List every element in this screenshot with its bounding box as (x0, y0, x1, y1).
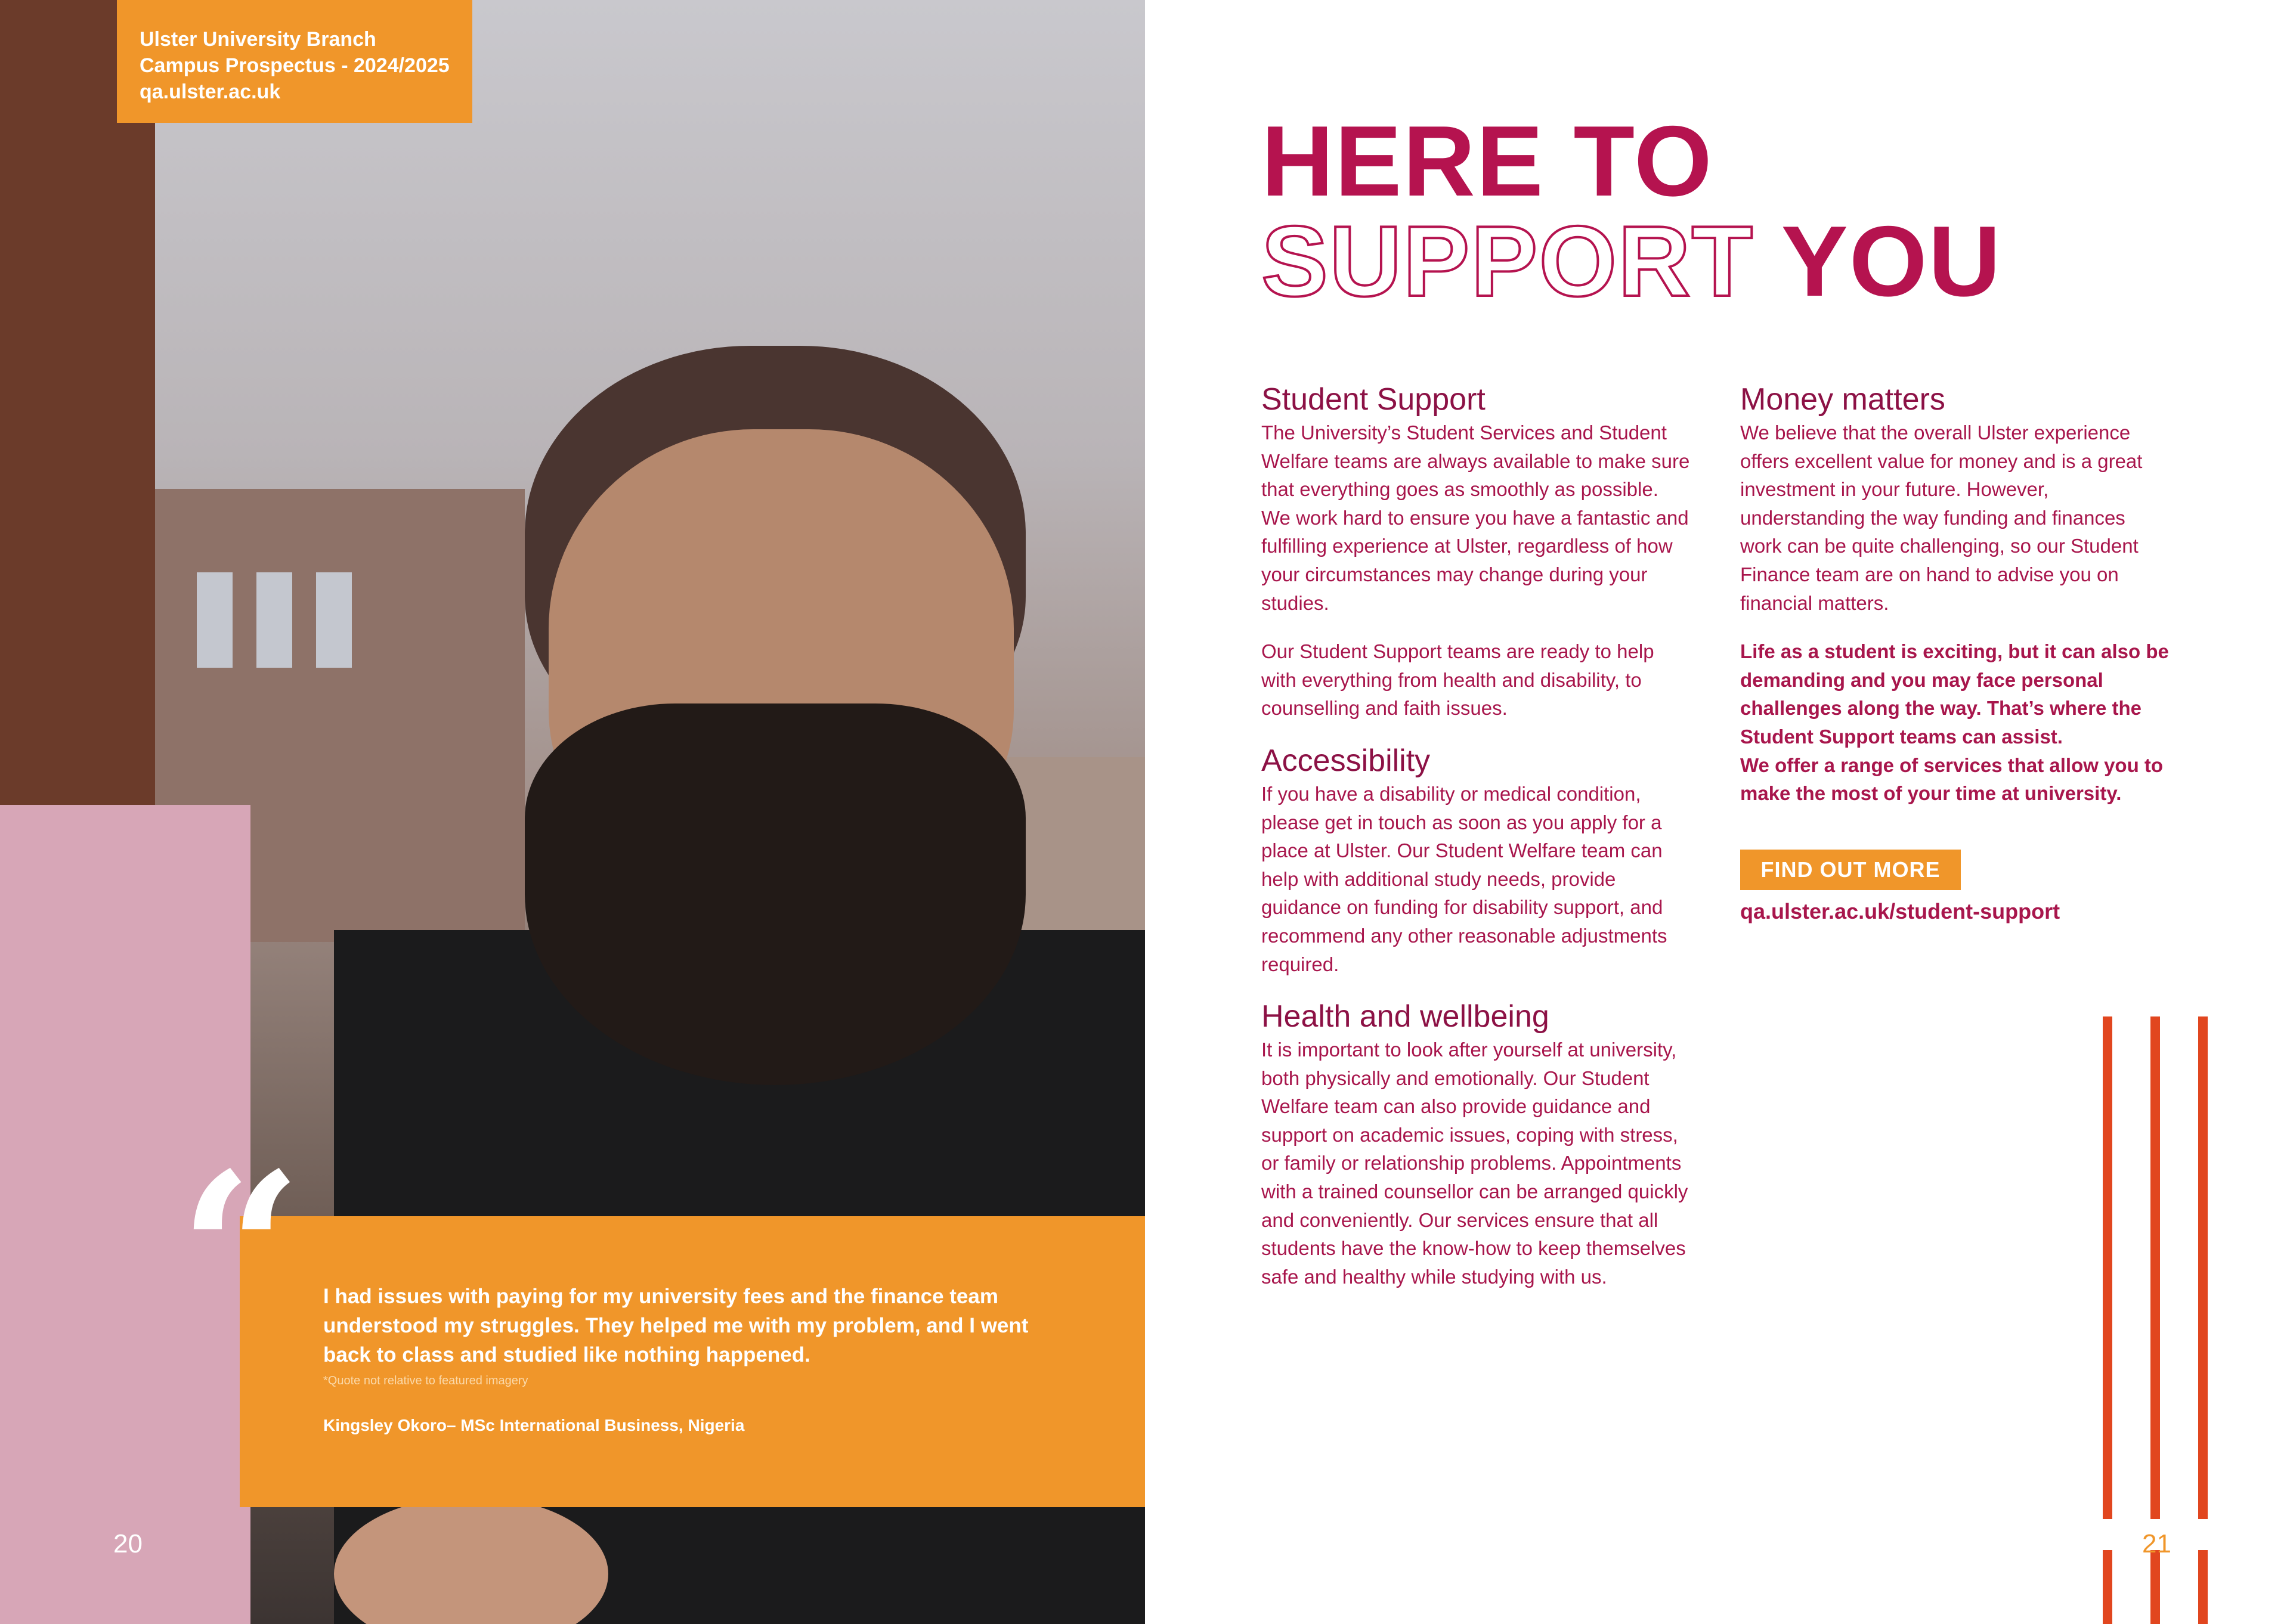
header-line-branch: Ulster University Branch (140, 28, 376, 51)
headline-solid-word: YOU (1781, 205, 2002, 317)
money-matters-heading: Money matters (1740, 382, 1945, 417)
right-text-column (1740, 382, 2170, 808)
health-wellbeing-heading: Health and wellbeing (1261, 999, 1549, 1034)
decorative-stripe (2150, 1016, 2160, 1519)
right-page (1145, 0, 2290, 1624)
money-matters-paragraph-3: We offer a range of services that allow you to make the most of your time at university. (1740, 754, 2164, 805)
health-wellbeing-paragraph: It is important to look after yourself at university, both physically and emotionally. Our Student Welfare team can also provide guidance and support on academic issues, coping with stress, or family or relationship problems. Appointments with a trained counsellor can be arranged quickly and conveniently. Our services ensure that all students have the know-how to keep themselves safe and healthy while studying with us. (1261, 1039, 1688, 1288)
student-support-heading: Student Support (1261, 382, 1486, 417)
building-window (316, 572, 352, 668)
headline-outline-word: SUPPORT (1261, 205, 1754, 317)
decorative-stripe (2198, 1550, 2208, 1624)
headline-line-1: HERE TO (1261, 105, 1713, 217)
headline-line-2 (1261, 207, 2002, 315)
header-line-prospectus: Campus Prospectus - 2024/2025 (140, 54, 450, 77)
accessibility-heading: Accessibility (1261, 743, 1431, 778)
left-text-column (1261, 382, 1691, 1311)
find-out-more-button[interactable]: FIND OUT MORE (1740, 850, 1961, 890)
header-line-website: qa.ulster.ac.uk (140, 80, 281, 103)
prospectus-header-box (117, 0, 472, 123)
man-beard (525, 703, 1026, 1085)
money-matters-paragraph-1: We believe that the overall Ulster experience offers excellent value for money and is a great investment in your future. However, understanding the way funding and finances work can be quite challenging, so our Student Finance team are on hand to advise you on financial matters. (1740, 422, 2143, 614)
woman-hair (0, 0, 155, 894)
student-support-paragraph-1: The University’s Student Services and Student Welfare teams are always available to make sure that everything goes as smoothly as possible. We work hard to ensure you have a fantastic and fulfilling experience at Ulster, regardless of how your circumstances may change during your studies. (1261, 422, 1690, 614)
student-support-link[interactable]: qa.ulster.ac.uk/student-support (1740, 899, 2060, 923)
testimonial-disclaimer: *Quote not relative to featured imagery (323, 1374, 528, 1387)
decorative-stripe (2103, 1016, 2112, 1519)
decorative-stripe (2103, 1550, 2112, 1624)
accessibility-paragraph: If you have a disability or medical condition, please get in touch as soon as you apply for a place at Ulster. Our Student Welfare team can help with additional study needs, provide guidance on funding for disability support, and recommend any other reasonable adjustments required. (1261, 782, 1667, 975)
building-window (256, 572, 292, 668)
student-support-paragraph-2: Our Student Support teams are ready to help with everything from health and disability, to counselling and faith issues. (1261, 640, 1654, 720)
page-number-left: 20 (113, 1529, 143, 1558)
quotation-mark-icon: “ (179, 1126, 303, 1378)
decorative-stripe (2150, 1550, 2160, 1624)
testimonial-box (240, 1216, 1145, 1507)
money-matters-paragraph-2: Life as a student is exciting, but it can also be demanding and you may face personal challenges along the way. That’s where the Student Support teams can assist. (1740, 640, 2169, 748)
decorative-stripe (2198, 1016, 2208, 1519)
testimonial-attribution: Kingsley Okoro– MSc International Business, Nigeria (323, 1416, 745, 1434)
page-number-right: 21 (2142, 1529, 2171, 1558)
testimonial-quote: I had issues with paying for my university fees and the finance team understood my struggles. They helped me with my problem, and I went back to class and studied like nothing happened. (323, 1285, 1029, 1366)
building-window (197, 572, 233, 668)
